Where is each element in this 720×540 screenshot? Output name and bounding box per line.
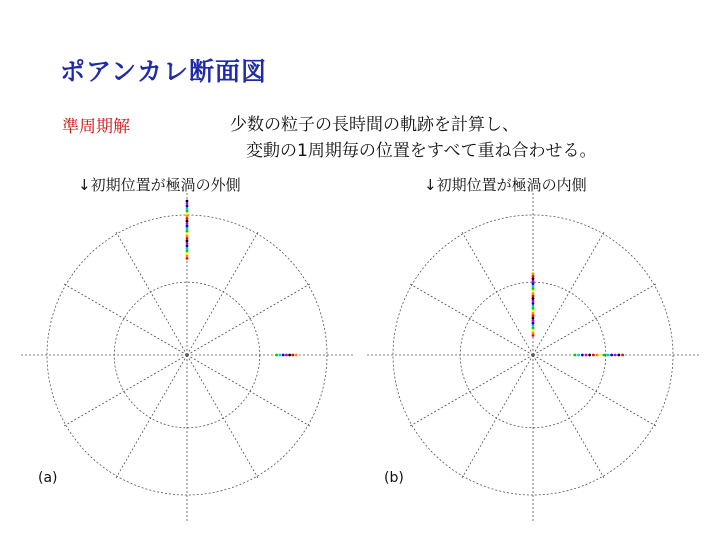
trajectory-point [186, 207, 189, 210]
trajectory-point [285, 354, 288, 357]
trajectory-point [599, 354, 602, 357]
caption-panel-b: ↓初期位置が極渦の内側 [424, 176, 587, 194]
trajectory-point [186, 242, 189, 245]
trajectory-point [577, 354, 580, 357]
trajectory-point [186, 257, 189, 260]
radial-line [187, 284, 311, 355]
trajectory-point [186, 212, 189, 215]
poincare-plot-a [12, 192, 362, 522]
description-line-2: 変動の1周期毎の位置をすべて重ね合わせる。 [246, 141, 597, 161]
page-title: ポアンカレ断面図 [60, 57, 268, 86]
trajectory-point [532, 297, 535, 300]
poincare-svg-b [358, 192, 708, 522]
radial-line [533, 231, 604, 355]
description [230, 112, 596, 164]
caption-panel-a: ↓初期位置が極渦の外側 [78, 176, 241, 194]
trajectory-point [186, 255, 189, 258]
trajectory-point [186, 230, 189, 233]
trajectory-point [588, 354, 591, 357]
trajectory-point [581, 354, 584, 357]
panel-label-b: (b) [384, 470, 404, 486]
radial-line [462, 231, 533, 355]
panel-label-a: (a) [38, 470, 58, 486]
trajectory-point [532, 287, 535, 290]
trajectory-point [532, 329, 535, 332]
trajectory-point [532, 300, 535, 303]
trajectory-point [532, 314, 535, 317]
poincare-svg-a [12, 192, 362, 522]
trajectory-point [186, 250, 189, 253]
radial-line [187, 231, 258, 355]
trajectory-point [532, 275, 535, 278]
trajectory-point [186, 232, 189, 235]
poincare-plot-b [358, 192, 708, 522]
trajectory-point [532, 304, 535, 307]
trajectory-point [532, 282, 535, 285]
trajectory-point [532, 324, 535, 327]
trajectory-point [275, 354, 278, 357]
trajectory-point [532, 319, 535, 322]
trajectory-point [532, 317, 535, 320]
trajectory-point [614, 354, 617, 357]
trajectory-point [532, 280, 535, 283]
trajectory-point [532, 322, 535, 325]
trajectory-point [532, 312, 535, 315]
trajectory-point [288, 354, 291, 357]
trajectory-point [585, 354, 588, 357]
trajectory-point [610, 354, 613, 357]
radial-line [116, 355, 187, 479]
trajectory-point [186, 235, 189, 238]
trajectory-point [186, 200, 189, 203]
radial-line [409, 284, 533, 355]
trajectory-point [186, 215, 189, 218]
radial-line [187, 355, 258, 479]
description-line-1: 少数の粒子の長時間の軌跡を計算し、 [230, 115, 519, 135]
trajectory-point [292, 354, 295, 357]
trajectory-point [532, 272, 535, 275]
trajectory-point [532, 285, 535, 288]
trajectory-point [532, 277, 535, 280]
trajectory-point [532, 309, 535, 312]
radial-line [63, 284, 187, 355]
radial-line [533, 355, 657, 426]
trajectory-point [186, 202, 189, 205]
trajectory-point [603, 354, 606, 357]
trajectory-point [596, 354, 599, 357]
trajectory-point [186, 240, 189, 243]
trajectory-point [282, 354, 285, 357]
trajectory-point [186, 252, 189, 255]
trajectory-point [186, 225, 189, 228]
trajectory-point [532, 295, 535, 298]
trajectory-point [186, 217, 189, 220]
radial-line [63, 355, 187, 426]
trajectory-point [186, 245, 189, 248]
trajectory-point [186, 237, 189, 240]
radial-line [462, 355, 533, 479]
trajectory-point [532, 334, 535, 337]
radial-line [533, 355, 604, 479]
trajectory-point [592, 354, 595, 357]
trajectory-point [186, 210, 189, 213]
trajectory-point [278, 354, 281, 357]
radial-line [533, 284, 657, 355]
trajectory-point [621, 354, 624, 357]
trajectory-point [532, 327, 535, 330]
trajectory-point [186, 247, 189, 250]
trajectory-point [574, 354, 577, 357]
trajectory-point [186, 222, 189, 225]
trajectory-point [186, 220, 189, 223]
trajectory-point [186, 205, 189, 208]
trajectory-point [532, 292, 535, 295]
trajectory-point [618, 354, 621, 357]
trajectory-point [532, 332, 535, 335]
trajectory-point [295, 354, 298, 357]
radial-line [116, 231, 187, 355]
trajectory-point [532, 302, 535, 305]
trajectory-point [532, 307, 535, 310]
trajectory-point [532, 290, 535, 293]
trajectory-point [186, 227, 189, 230]
trajectory-point [607, 354, 610, 357]
section-label: 準周期解 [62, 117, 130, 137]
radial-line [187, 355, 311, 426]
radial-line [409, 355, 533, 426]
